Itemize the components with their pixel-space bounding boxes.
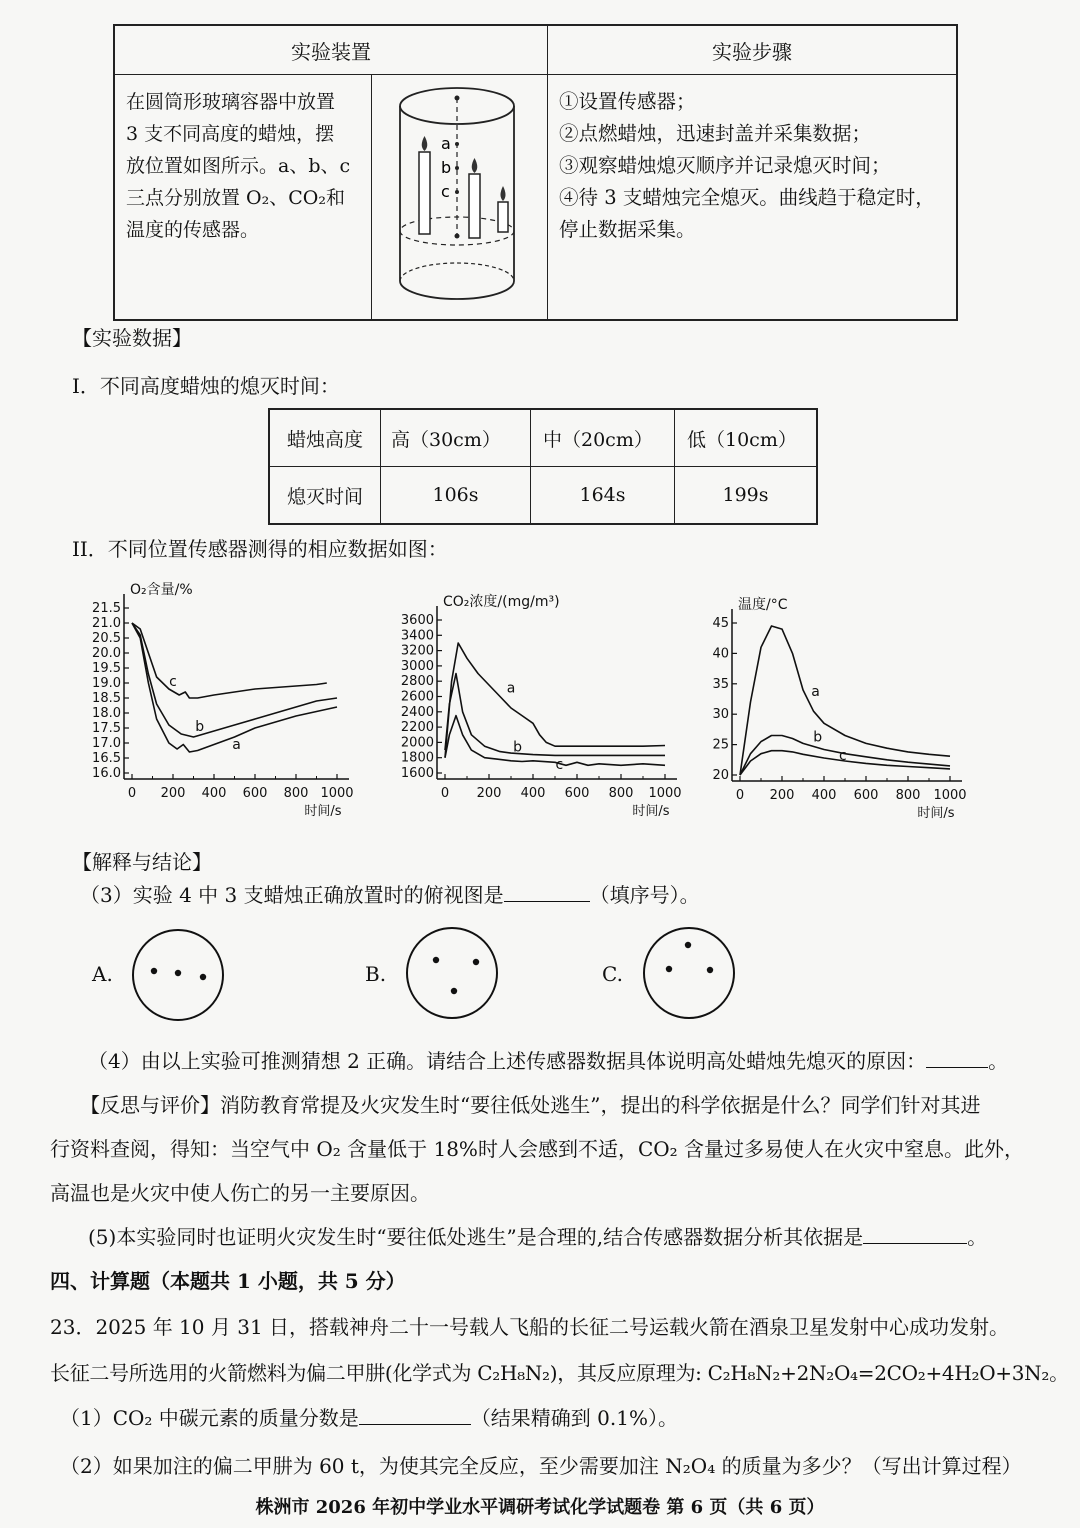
y-tick-label: 18.0 <box>92 706 121 721</box>
x-tick-label: 1000 <box>320 786 354 801</box>
page-footer: 株洲市 2026 年初中学业水平调研考试化学试题卷 第 6 页（共 6 页） <box>255 1497 825 1518</box>
question-4 <box>88 1045 1008 1077</box>
cell: 199s <box>675 467 818 525</box>
q3-text: （3）实验 4 中 3 支蜡烛正确放置时的俯视图是 <box>80 883 504 907</box>
reflection-line-2: 行资料查阅，得知：当空气中 O₂ 含量低于 18%时人会感到不适，CO₂ 含量过多易使人在火灾中窒息。此外， <box>50 1137 1025 1161</box>
desc-line: 3 支不同高度的蜡烛，摆 <box>126 123 335 145</box>
y-tick-label: 30 <box>712 707 729 723</box>
cell: 低（10cm） <box>675 409 818 467</box>
q5-answer-blank[interactable] <box>863 1243 967 1244</box>
y-tick-label: 20 <box>712 768 729 783</box>
cell: 中（20cm） <box>531 409 675 467</box>
x-tick-label: 800 <box>895 788 921 803</box>
x-tick-label: 1000 <box>648 786 682 801</box>
y-tick-label: 2200 <box>400 720 434 736</box>
x-tick-label: 0 <box>735 788 745 803</box>
y-tick-label: 19.0 <box>92 676 121 691</box>
x-tick-label: 400 <box>201 786 227 801</box>
apparatus-description <box>114 75 372 321</box>
step-4: ④待 3 支蜡烛完全熄灭。曲线趋于稳定时， <box>559 186 935 209</box>
conclusion-title: 【解释与结论】 <box>72 850 212 874</box>
y-tick-label: 40 <box>712 646 729 662</box>
option-c-label: C. <box>602 962 623 986</box>
part2-title: II．不同位置传感器测得的相应数据如图： <box>72 537 448 561</box>
y-axis-label: O₂含量/% <box>130 582 193 598</box>
steps-header: 实验步骤 <box>548 25 958 75</box>
y-tick-label: 3400 <box>400 628 434 644</box>
q23-line-2: 长征二号所选用的火箭燃料为偏二甲肼(化学式为 C₂H₈N₂)，其反应原理为: C₂H₈N₂+2N₂O₄=2CO₂+4H₂O+3N₂。 <box>50 1361 1069 1385</box>
option-a-diagram[interactable] <box>130 928 226 1024</box>
series-label-c: c <box>555 757 564 774</box>
o2-chart <box>70 578 370 838</box>
desc-line: 放位置如图所示。a、b、c <box>126 155 351 177</box>
y-tick-label: 21.5 <box>92 601 121 616</box>
desc-line: 温度的传感器。 <box>126 219 260 241</box>
desc-line: 在圆筒形玻璃容器中放置 <box>126 91 336 113</box>
q4-answer-blank[interactable] <box>926 1067 988 1068</box>
candle-mid <box>469 158 480 238</box>
q23-sub1-text: （1）CO₂ 中碳元素的质量分数是 <box>60 1406 359 1430</box>
part1-title: I．不同高度蜡烛的熄灭时间： <box>72 374 340 398</box>
x-tick-label: 1000 <box>933 788 967 803</box>
x-tick-label: 200 <box>769 788 795 803</box>
x-axis-label: 时间/s <box>917 806 955 821</box>
x-tick-label: 200 <box>476 786 502 801</box>
step-4-cont: 停止数据采集。 <box>559 218 696 241</box>
series-line-a <box>132 623 337 752</box>
q4-after: 。 <box>988 1049 1009 1073</box>
reflection-title: 【反思与评价】 <box>80 1093 220 1117</box>
question-3 <box>80 879 700 911</box>
apparatus-diagram-cell <box>372 75 548 321</box>
y-tick-label: 17.5 <box>92 721 121 736</box>
x-tick-label: 800 <box>283 786 309 801</box>
y-tick-label: 3600 <box>400 613 434 628</box>
series-label-a: a <box>811 683 820 700</box>
temperature-chart <box>690 585 990 840</box>
x-tick-label: 400 <box>811 788 837 803</box>
base-plane <box>400 217 514 245</box>
cell: 蜡烛高度 <box>269 409 381 467</box>
option-b-diagram[interactable] <box>404 925 500 1021</box>
y-tick-label: 20.0 <box>92 646 121 661</box>
series-label-b: b <box>813 729 823 746</box>
q3-answer-blank[interactable] <box>504 901 590 902</box>
series-label-a: a <box>506 680 516 697</box>
cell: 高（30cm） <box>381 409 531 467</box>
q23-sub-1 <box>60 1402 678 1434</box>
y-tick-label: 3000 <box>400 658 434 674</box>
step-1: ①设置传感器； <box>559 90 696 113</box>
y-tick-label: 2000 <box>400 735 434 751</box>
reflection-line-1 <box>72 1089 980 1121</box>
desc-line: 三点分别放置 O₂、CO₂和 <box>126 187 345 209</box>
sensor-label-b: b <box>441 158 452 177</box>
y-tick-label: 2400 <box>400 704 434 720</box>
y-tick-label: 18.5 <box>92 691 121 706</box>
y-tick-label: 2600 <box>400 689 434 705</box>
x-axis-label: 时间/s <box>632 804 670 819</box>
x-tick-label: 800 <box>608 786 634 801</box>
y-tick-label: 35 <box>712 676 729 692</box>
y-tick-label: 16.5 <box>92 751 121 766</box>
cylinder-candle-diagram <box>373 76 543 314</box>
x-tick-label: 600 <box>853 788 879 803</box>
y-tick-label: 17.0 <box>92 736 121 751</box>
step-2: ②点燃蜡烛，迅速封盖并采集数据； <box>559 122 872 145</box>
apparatus-header: 实验装置 <box>114 25 548 75</box>
y-tick-label: 1600 <box>400 766 434 781</box>
sensor-label-c: c <box>441 182 450 201</box>
series-line-b <box>445 674 665 756</box>
option-b-label: B. <box>365 962 387 986</box>
y-tick-label: 21.0 <box>92 616 121 631</box>
q23-sub-2: （2）如果加注的偏二甲肼为 60 t，为使其完全反应，至少需要加注 N₂O₄ 的质量为多少？（写出计算过程） <box>60 1454 1022 1478</box>
option-c-diagram[interactable] <box>641 925 737 1021</box>
x-tick-label: 600 <box>242 786 268 801</box>
co2-chart <box>385 590 685 835</box>
candle-time-table <box>268 408 818 525</box>
series-label-b: b <box>195 719 205 735</box>
series-line-c <box>132 623 327 698</box>
q23-sub1-after: （结果精确到 0.1%）。 <box>470 1406 678 1430</box>
x-tick-label: 0 <box>440 786 450 801</box>
x-axis-label: 时间/s <box>304 804 342 819</box>
y-tick-label: 45 <box>712 616 729 631</box>
sensor-label-a: a <box>441 134 451 153</box>
y-tick-label: 19.5 <box>92 661 121 676</box>
reflection-line-3: 高温也是火灾中使人伤亡的另一主要原因。 <box>50 1181 430 1205</box>
candle-high <box>419 136 430 234</box>
y-tick-label: 25 <box>712 737 729 753</box>
series-label-a: a <box>232 737 241 753</box>
y-tick-label: 16.0 <box>92 766 121 781</box>
y-tick-label: 2800 <box>400 674 434 690</box>
y-axis-label: CO₂浓度/(mg/m³) <box>443 594 560 610</box>
x-tick-label: 200 <box>160 786 186 801</box>
series-line-b <box>132 623 337 737</box>
y-axis-label: 温度/°C <box>738 597 788 613</box>
cell: 106s <box>381 467 531 525</box>
q23-line-1: 23．2025 年 10 月 31 日，搭载神舟二十一号载人飞船的长征二号运载火箭在酒泉卫星发射中心成功发射。 <box>50 1315 1010 1339</box>
series-label-c: c <box>169 674 177 690</box>
series-label-b: b <box>513 739 523 756</box>
apparatus-table <box>113 24 958 321</box>
q3-after: （填序号）。 <box>589 883 700 907</box>
series-label-c: c <box>839 747 847 764</box>
section-4-title: 四、计算题（本题共 1 小题，共 5 分） <box>50 1269 406 1293</box>
q5-after: 。 <box>967 1225 988 1249</box>
step-3: ③观察蜡烛熄灭顺序并记录熄灭时间； <box>559 154 891 177</box>
x-tick-label: 0 <box>127 786 137 801</box>
candle-low <box>498 186 508 232</box>
x-tick-label: 400 <box>520 786 546 801</box>
y-tick-label: 1800 <box>400 750 434 766</box>
y-tick-label: 20.5 <box>92 631 121 646</box>
q23-sub1-blank[interactable] <box>359 1424 471 1425</box>
q4-text: （4）由以上实验可推测猜想 2 正确。请结合上述传感器数据具体说明高处蜡烛先熄灭的原因： <box>88 1049 927 1073</box>
y-tick-label: 3200 <box>400 643 434 659</box>
q5-text: (5)本实验同时也证明火灾发生时“要往低处逃生”是合理的,结合传感器数据分析其依据是 <box>88 1225 864 1249</box>
question-5 <box>88 1221 987 1253</box>
cell: 164s <box>531 467 675 525</box>
option-a-label: A. <box>92 962 113 986</box>
data-section-title: 【实验数据】 <box>72 326 192 350</box>
cell: 熄灭时间 <box>269 467 381 525</box>
x-tick-label: 600 <box>564 786 590 801</box>
experiment-steps <box>548 75 958 321</box>
reflection-text: 消防教育常提及火灾发生时“要往低处逃生”，提出的科学依据是什么？同学们针对其进 <box>220 1093 981 1117</box>
